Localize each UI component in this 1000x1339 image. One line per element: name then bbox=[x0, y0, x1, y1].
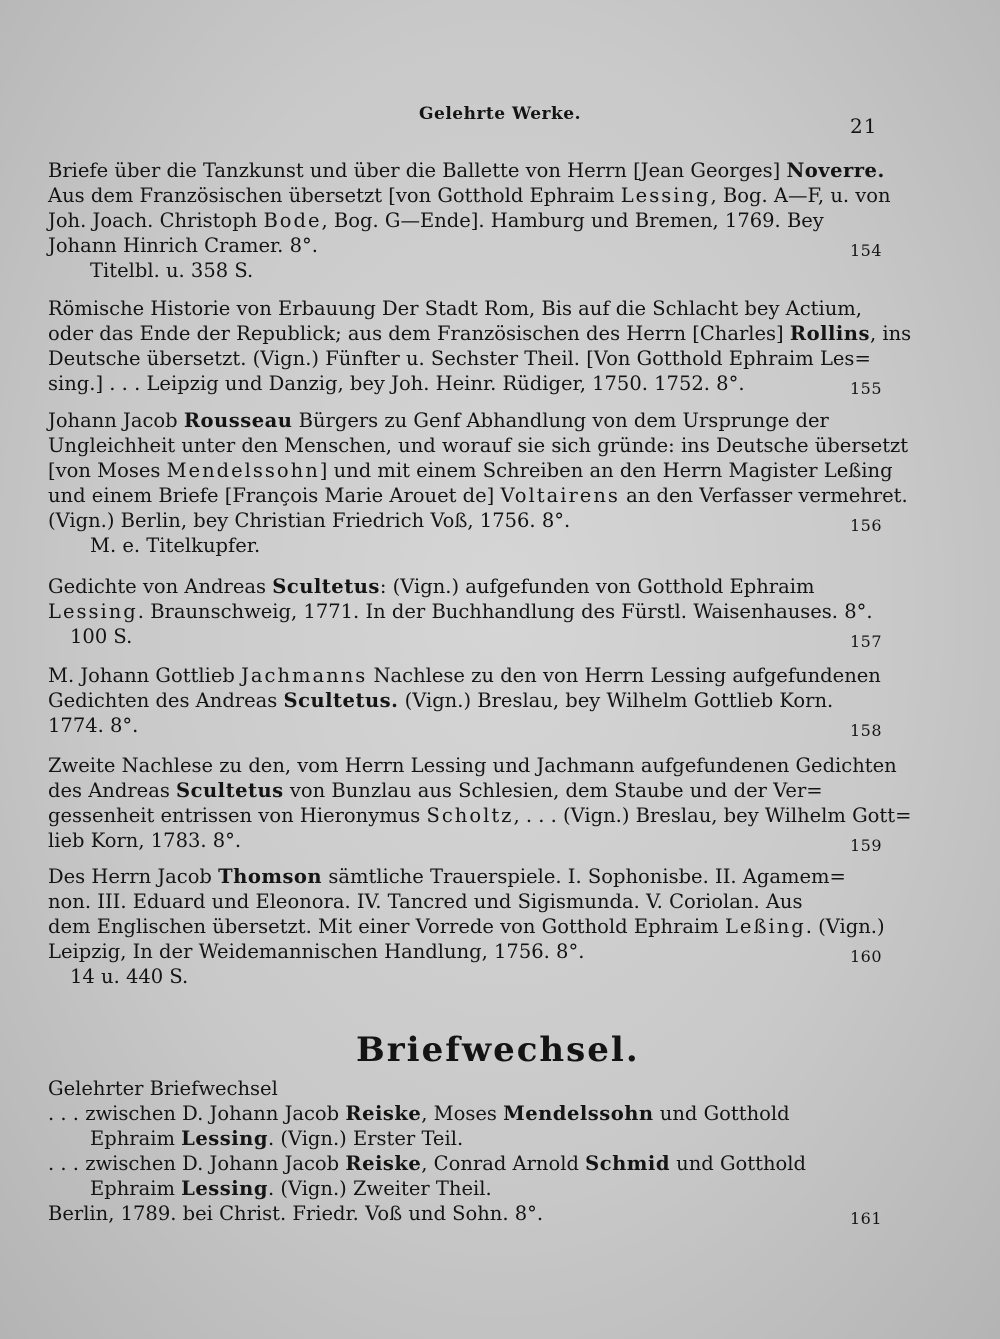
entry-line: 1774. 8°. 158 bbox=[48, 713, 882, 738]
author-name: Lessing bbox=[181, 1127, 268, 1150]
author-name: Mendelssohn bbox=[503, 1102, 654, 1125]
entry-number: 155 bbox=[849, 379, 882, 398]
entry-157 bbox=[48, 574, 882, 649]
spaced-name: Bode bbox=[263, 209, 322, 232]
entry-number: 159 bbox=[849, 836, 882, 855]
entry-number: 158 bbox=[849, 721, 882, 740]
entry-line: . . . zwischen D. Johann Jacob Reiske, Conrad Arnold Schmid und Gotthold bbox=[48, 1152, 806, 1175]
entry-line: Joh. Joach. Christoph Bode, Bog. G—Ende]. Hamburg und Bremen, 1769. Bey bbox=[48, 209, 824, 232]
entry-line: dem Englischen übersetzt. Mit einer Vorrede von Gotthold Ephraim Leßing. (Vign.) bbox=[48, 915, 885, 938]
entry-line: sing.] . . . Leipzig und Danzig, bey Joh. Heinr. Rüdiger, 1750. 1752. 8°. 155 bbox=[48, 371, 882, 396]
entry-line: Des Herrn Jacob Thomson sämtliche Trauerspiele. I. Sophonisbe. II. Agamem= bbox=[48, 865, 846, 888]
author-name: Scultetus bbox=[272, 575, 380, 598]
entry-line: Gelehrter Briefwechsel bbox=[48, 1077, 278, 1100]
entry-line: [von Moses Mendelssohn] und mit einem Schreiben an den Herrn Magister Leßing bbox=[48, 459, 893, 482]
entry-line: non. III. Eduard und Eleonora. IV. Tancred und Sigismunda. V. Coriolan. Aus bbox=[48, 890, 803, 913]
entry-line: Briefe über die Tanzkunst und über die Ballette von Herrn [Jean Georges] Noverre. bbox=[48, 159, 885, 182]
author-name: Noverre. bbox=[786, 159, 885, 182]
entry-line: Johann Hinrich Cramer. 8°. 154 bbox=[48, 233, 882, 258]
section-title: Briefwechsel. bbox=[356, 1030, 640, 1070]
author-name: Reiske bbox=[345, 1102, 422, 1125]
entry-line: und einem Briefe [François Marie Arouet de] Voltairens an den Verfasser vermehret. bbox=[48, 484, 908, 507]
entry-156 bbox=[48, 408, 909, 558]
entry-line: Ungleichheit unter den Menschen, und worauf sie sich gründe: ins Deutsche übersetzt bbox=[48, 434, 909, 457]
entry-number: 154 bbox=[849, 241, 882, 260]
entry-155 bbox=[48, 296, 912, 398]
entry-line: Titelbl. u. 358 S. bbox=[90, 259, 254, 282]
entry-160 bbox=[48, 864, 885, 989]
entry-line: 14 u. 440 S. bbox=[70, 965, 189, 988]
entry-161 bbox=[48, 1076, 882, 1226]
entry-line: Aus dem Französischen übersetzt [von Gotthold Ephraim Lessing, Bog. A—F, u. von bbox=[48, 184, 891, 207]
entry-line: . . . zwischen D. Johann Jacob Reiske, Moses Mendelssohn und Gotthold bbox=[48, 1102, 790, 1125]
spaced-name: Lessing bbox=[620, 184, 711, 207]
entry-line: M. Johann Gottlieb Jachmanns Nachlese zu den von Herrn Lessing aufgefundenen bbox=[48, 664, 881, 687]
entry-line: 100 S. 157 bbox=[48, 624, 882, 649]
entry-line: (Vign.) Berlin, bey Christian Friedrich Voß, 1756. 8°. 156 bbox=[48, 508, 882, 533]
entry-line: Lessing. Braunschweig, 1771. In der Buchhandlung des Fürstl. Waisenhauses. 8°. bbox=[48, 600, 873, 623]
entry-154 bbox=[48, 158, 891, 283]
spaced-name: Lessing bbox=[48, 600, 138, 623]
page-number: 21 bbox=[850, 114, 878, 138]
entry-number: 156 bbox=[849, 516, 882, 535]
entry-line: Römische Historie von Erbauung Der Stadt Rom, Bis auf die Schlacht bey Actium, bbox=[48, 297, 862, 320]
entry-line: Gedichten des Andreas Scultetus. (Vign.) Breslau, bey Wilhelm Gottlieb Korn. bbox=[48, 689, 834, 712]
entry-line: gessenheit entrissen von Hieronymus Scholtz, . . . (Vign.) Breslau, bey Wilhelm Gott= bbox=[48, 804, 912, 827]
author-name: Rousseau bbox=[183, 409, 293, 432]
entry-158 bbox=[48, 663, 882, 738]
entry-line: oder das Ende der Republick; aus dem Französischen des Herrn [Charles] Rollins, ins bbox=[48, 322, 912, 345]
entry-line: Ephraim Lessing. (Vign.) Zweiter Theil. bbox=[90, 1177, 492, 1200]
entry-line: Gedichte von Andreas Scultetus: (Vign.) aufgefunden von Gotthold Ephraim bbox=[48, 575, 815, 598]
entry-number: 160 bbox=[849, 947, 882, 966]
spaced-name: Leßing bbox=[724, 915, 806, 938]
spaced-name: Voltairens bbox=[500, 484, 620, 507]
entry-line: Johann Jacob Rousseau Bürgers zu Genf Abhandlung von dem Ursprunge der bbox=[48, 409, 829, 432]
entry-line: lieb Korn, 1783. 8°. 159 bbox=[48, 828, 882, 853]
entry-line: Ephraim Lessing. (Vign.) Erster Teil. bbox=[90, 1127, 464, 1150]
entry-159 bbox=[48, 753, 912, 855]
entry-line: des Andreas Scultetus von Bunzlau aus Schlesien, dem Staube und der Ver= bbox=[48, 779, 823, 802]
entry-line: M. e. Titelkupfer. bbox=[90, 534, 261, 557]
spaced-name: Scholtz bbox=[426, 804, 514, 827]
entry-line: Berlin, 1789. bei Christ. Friedr. Voß und Sohn. 8°. 161 bbox=[48, 1201, 882, 1226]
spaced-name: Jachmanns bbox=[241, 664, 368, 687]
author-name: Reiske bbox=[345, 1152, 422, 1175]
author-name: Scultetus bbox=[176, 779, 284, 802]
entry-line: Zweite Nachlese zu den, vom Herrn Lessing und Jachmann aufgefundenen Gedichten bbox=[48, 754, 897, 777]
spaced-name: Mendelssohn bbox=[166, 459, 320, 482]
author-name: Scultetus. bbox=[283, 689, 399, 712]
author-name: Schmid bbox=[585, 1152, 670, 1175]
entry-number: 161 bbox=[849, 1209, 882, 1228]
entry-line: Deutsche übersetzt. (Vign.) Fünfter u. Sechster Theil. [Von Gotthold Ephraim Les= bbox=[48, 347, 871, 370]
running-head: Gelehrte Werke. bbox=[418, 104, 581, 124]
author-name: Rollins bbox=[789, 322, 870, 345]
entry-number: 157 bbox=[849, 632, 882, 651]
author-name: Lessing bbox=[181, 1177, 268, 1200]
entry-line: Leipzig, In der Weidemannischen Handlung, 1756. 8°. 160 bbox=[48, 939, 882, 964]
author-name: Thomson bbox=[218, 865, 323, 888]
